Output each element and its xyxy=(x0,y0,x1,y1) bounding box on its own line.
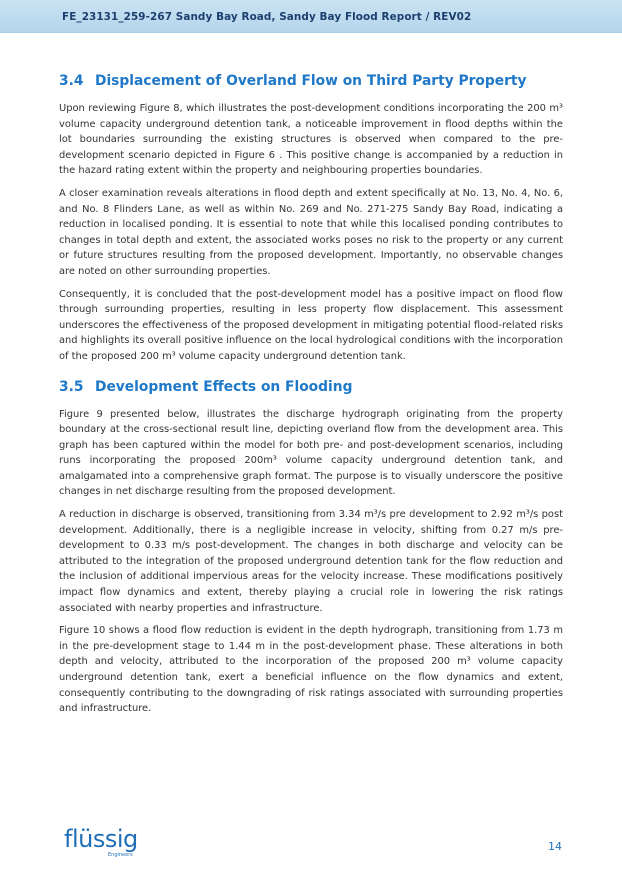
document-reference-title: FE_23131_259-267 Sandy Bay Road, Sandy Bay Flood Report / REV02 xyxy=(62,11,472,23)
paragraph: Upon reviewing Figure 8, which illustrates the post-development conditions incorporating the 200 m³ volume capacity underground detention tank, a noticeable improvement in flood depths within the lot boundaries surrounding the existing structures is observed when compared to the pre-development scenario depicted in Figure 6 . This positive change is accompanied by a reduction in the hazard rating extent within the property and neighbouring properties boundaries. xyxy=(59,103,563,177)
paragraph: A closer examination reveals alterations in flood depth and extent specifically at No. 13, No. 4, No. 6, and No. 8 Flinders Lane, as well as within No. 269 and No. 271-275 Sandy Bay Road, indicating a reduction in localised ponding. It is essential to note that while this localised ponding contributes to changes in total depth and extent, the associated works poses no risk to the property or any current or future structures resulting from the proposed development. Importantly, no observable changes are noted on other surrounding properties. xyxy=(59,187,563,277)
section-3-5 xyxy=(59,378,563,717)
paragraph: Consequently, it is concluded that the post-development model has a positive impact on flood flow through surrounding properties, resulting in less property flow displacement. This assessment underscores the effectiveness of the proposed development in mitigating potential flood-related risks and highlights its overall positive influence on the local hydrological conditions with the incorporation of the proposed 200 m³ volume capacity underground detention tank. xyxy=(59,288,563,362)
section-title: Displacement of Overland Flow on Third Party Property xyxy=(95,73,527,89)
logo-subtext: Engineers xyxy=(108,852,133,858)
section-3-4 xyxy=(59,72,563,365)
section-title: Development Effects on Flooding xyxy=(95,378,353,395)
section-heading xyxy=(59,72,563,90)
paragraph: A reduction in discharge is observed, transitioning from 3.34 m³/s pre development to 2.92 m³/s post development. Additionally, there is a negligible increase in velocity, shifting from 0.27 m/s pre-development to 0.33 m/s post-development. The changes in both discharge and velocity can be attributed to the integration of the proposed underground detention tank for the flow reduction and the inclusion of additional impervious areas for the velocity increase. These modifications positively impact flow dynamics and extent, thereby playing a crucial role in lowering the risk ratings associated with nearby properties and infrastructure. xyxy=(59,509,563,614)
section-number: 3.5 xyxy=(59,378,84,395)
logo-wordmark: flüssig xyxy=(64,825,138,853)
paragraph: Figure 9 presented below, illustrates the discharge hydrograph originating from the property boundary at the cross-sectional result line, depicting overland flow from the development area. This graph has been captured within the model for both pre- and post-development scenarios, including runs incorporating the proposed 200m³ volume capacity underground detention tank, and amalgamated into a comprehensive graph format. The purpose is to visually underscore the positive changes in net discharge resulting from the proposed development. xyxy=(59,408,563,498)
page-header-band xyxy=(0,0,622,33)
paragraph: Figure 10 shows a flood flow reduction is evident in the depth hydrograph, transitioning from 1.73 m in the pre-development stage to 1.44 m in the post-development phase. These alterations in both depth and velocity, attributed to the incorporation of the proposed 200 m³ volume capacity underground detention tank, exert a beneficial influence on the flow dynamics and extent, consequently contributing to the downgrading of risk ratings associated with surrounding properties and infrastructure. xyxy=(59,625,563,715)
page-content xyxy=(59,72,563,724)
section-heading xyxy=(59,378,563,396)
flussig-logo xyxy=(64,826,154,860)
page-number: 14 xyxy=(548,840,562,853)
section-number: 3.4 xyxy=(59,73,84,89)
